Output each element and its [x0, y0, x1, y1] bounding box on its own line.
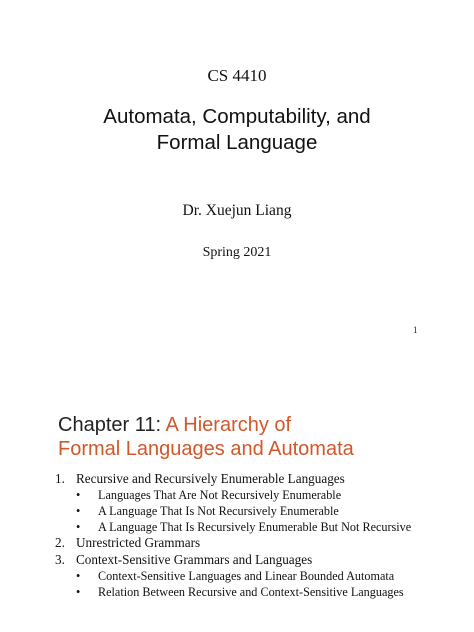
bullet-icon: • [76, 585, 81, 600]
outline-subitem-text: A Language That Is Not Recursively Enumerable [98, 504, 339, 519]
outline-number: 3. [55, 551, 65, 567]
outline-subitem [55, 519, 465, 535]
outline-subitem [55, 503, 465, 519]
outline-item [55, 552, 465, 568]
outline-text: Recursive and Recursively Enumerable Languages [76, 471, 345, 486]
chapter-slide [0, 383, 474, 632]
bullet-icon: • [76, 520, 81, 535]
term-label: Spring 2021 [202, 245, 272, 260]
outline-number: 1. [55, 471, 65, 486]
chapter-heading-accent-1: A Hierarchy of [165, 414, 292, 436]
title-line-2: Formal Language [156, 131, 318, 154]
outline-subitem [55, 568, 465, 584]
outline-subitem-text: A Language That Is Recursively Enumerable But Not Recursive [98, 520, 412, 535]
outline-number: 2. [55, 535, 65, 551]
outline-text: Unrestricted Grammars [76, 535, 201, 551]
outline-subitem [55, 584, 465, 600]
bullet-icon: • [76, 488, 81, 503]
chapter-heading-prefix: Chapter 11: [58, 414, 166, 436]
page-number: 1 [413, 325, 418, 335]
chapter-heading-accent-2: Formal Languages and Automata [58, 438, 354, 460]
outline-item [55, 535, 465, 551]
chapter-heading [58, 413, 458, 461]
outline-subitem-text: Relation Between Recursive and Context-Sensitive Languages [98, 585, 404, 600]
bullet-icon: • [76, 504, 81, 519]
outline-subitem-text: Languages That Are Not Recursively Enumerable [98, 488, 342, 503]
title-line-1: Automata, Computability, and [103, 105, 371, 128]
chapter-outline [55, 471, 465, 600]
course-code: CS 4410 [207, 66, 267, 85]
bullet-icon: • [76, 569, 81, 584]
outline-subitem-text: Context-Sensitive Languages and Linear Bounded Automata [98, 569, 395, 584]
slide-title [0, 104, 474, 156]
outline-item [55, 471, 465, 487]
outline-text: Context-Sensitive Grammars and Languages [76, 551, 313, 567]
author-name: Dr. Xuejun Liang [182, 202, 292, 219]
outline-subitem [55, 487, 465, 503]
